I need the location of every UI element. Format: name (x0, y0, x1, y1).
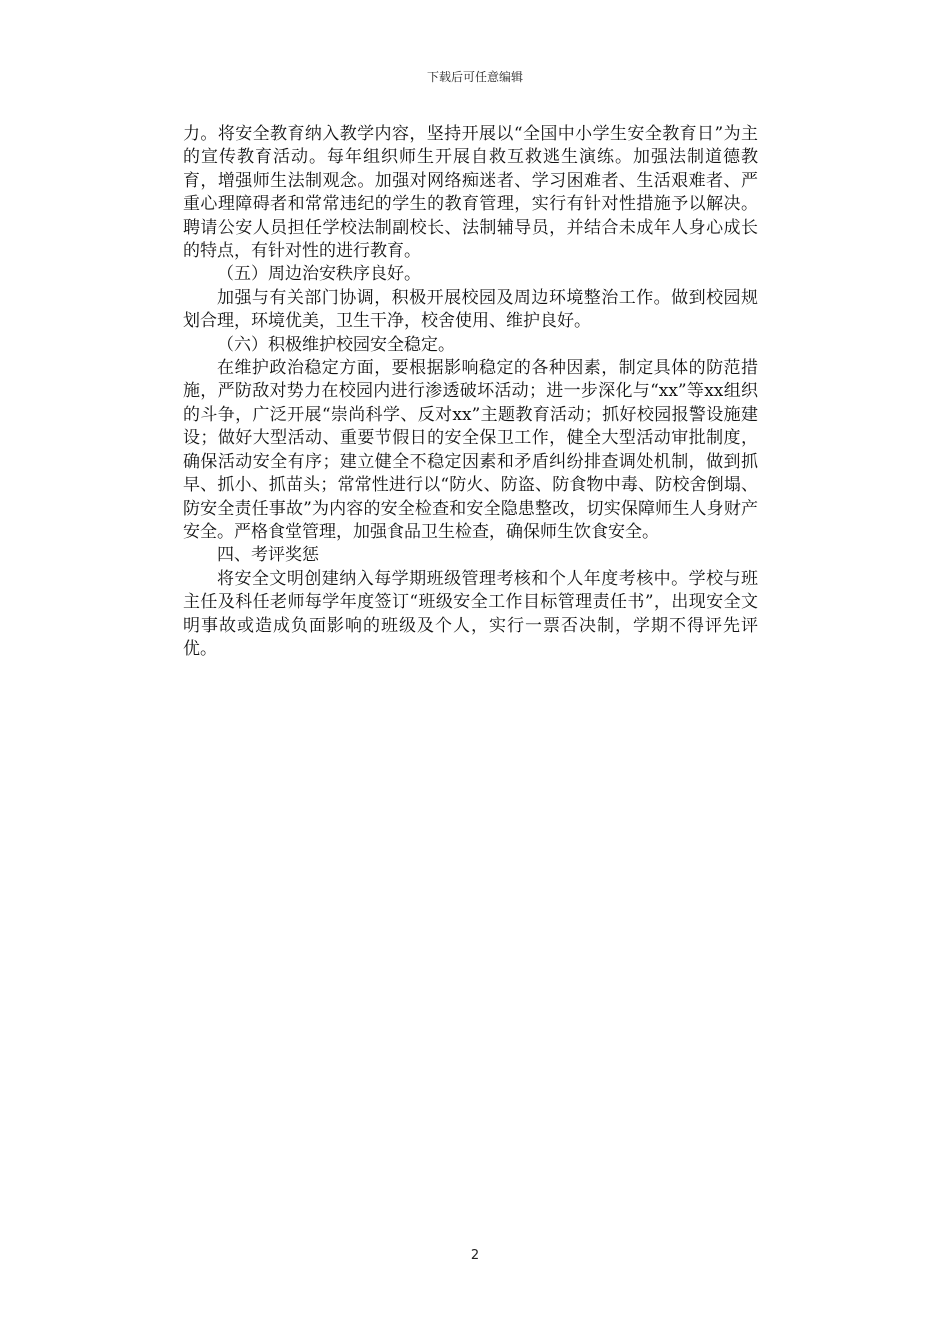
paragraph-surroundings: 加强与有关部门协调，积极开展校园及周边环境整治工作。做到校园规划合理，环境优美，卫生干净，校舍使用、维护良好。 (183, 287, 758, 332)
page-number: 2 (470, 1248, 480, 1263)
section-heading-6: （六）积极维护校园安全稳定。 (217, 334, 455, 355)
paragraph-evaluation: 将安全文明创建纳入每学期班级管理考核和个人年度考核中。学校与班主任及科任老师每学年度签订“班级安全工作目标管理责任书”，出现安全文明事故或造成负面影响的班级及个人，实行一票否决制，学期不得评先评优。 (183, 568, 758, 659)
page-header: 下载后可任意编辑 (426, 70, 523, 84)
section-heading-5: （五）周边治安秩序良好。 (217, 264, 421, 285)
paragraph-continuation: 力。将安全教育纳入教学内容，坚持开展以“全国中小学生安全教育日”为主的宣传教育活动。每年组织师生开展自救互救逃生演练。加强法制道德教育，增强师生法制观念。加强对网络痴迷者、学习困难者、生活艰难者、严重心理障碍者和常常违纪的学生的教育管理，实行有针对性措施予以解决。聘请公安人员担任学校法制副校长、法制辅导员，并结合未成年人身心成长的特点，有针对性的进行教育。 (183, 124, 758, 262)
document-body (183, 123, 758, 661)
section-heading-4: 四、考评奖惩 (217, 545, 319, 566)
paragraph-stability: 在维护政治稳定方面，要根据影响稳定的各种因素，制定具体的防范措施，严防敌对势力在校园内进行渗透破坏活动；进一步深化与“xx”等xx组织的斗争，广泛开展“崇尚科学、反对xx”主题教育活动；抓好校园报警设施建设；做好大型活动、重要节假日的安全保卫工作，健全大型活动审批制度，确保活动安全有序；建立健全不稳定因素和矛盾纠纷排查调处机制，做到抓早、抓小、抓苗头；常常性进行以“防火、防盗、防食物中毒、防校舍倒塌、防安全责任事故”为内容的安全检查和安全隐患整改，切实保障师生人身财产安全。严格食堂管理，加强食品卫生检查，确保师生饮食安全。 (183, 358, 758, 542)
